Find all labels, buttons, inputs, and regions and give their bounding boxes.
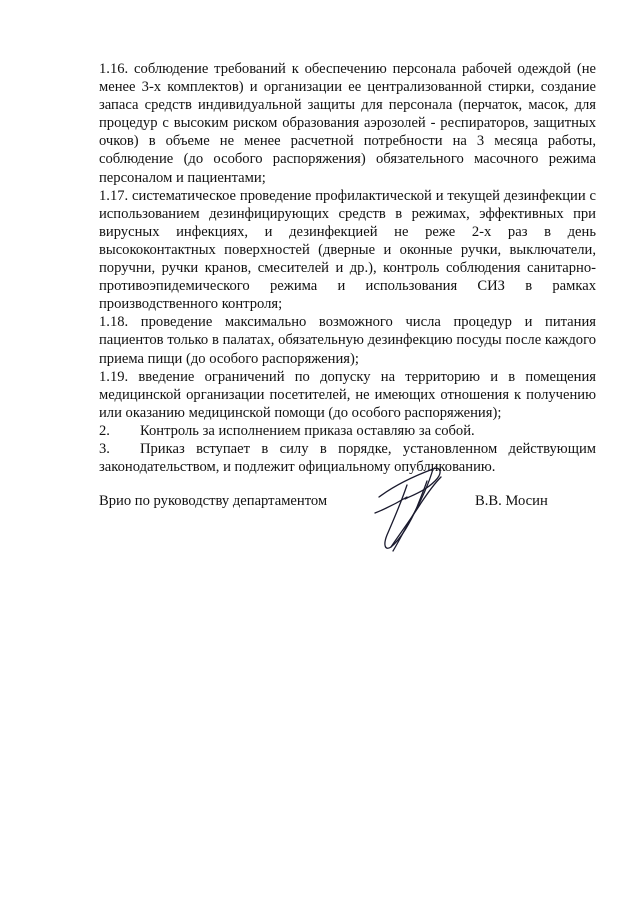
item-1-18 — [99, 313, 596, 367]
item-number: 1.17. — [99, 187, 129, 204]
item-1-16 — [99, 60, 596, 187]
item-text: введение ограничений по допуску на территорию и в помещения медицинской организации посетителей, не имеющих отношения к получению или оказанию медицинской помощи (до особого распоряжения); — [99, 368, 596, 421]
item-text: Приказ вступает в силу в порядке, установленном действующим законодательством, и подлежит официальному опубликованию. — [99, 440, 596, 476]
item-1-17 — [99, 187, 596, 314]
item-1-19 — [99, 368, 596, 422]
item-text: систематическое проведение профилактической и текущей дезинфекции с использованием дезинфицирующих средств в режимах, эффективных при вирусных инфекциях, и дезинфекцией не реже 2-х раз в день высококонтактных поверхностей (дверные и оконные ручки, выключатели, поручни, ручки кранов, смесителей и др.), контроль соблюдения санитарно-противоэпидемического режима и использования СИЗ в рамках производственного контроля; — [99, 187, 596, 313]
item-number: 1.18. — [99, 314, 129, 331]
item-2 — [99, 422, 596, 440]
handwritten-signature — [355, 455, 455, 555]
document-body — [99, 60, 596, 476]
signature-block — [99, 493, 559, 513]
item-text: соблюдение требований к обеспечению персонала рабочей одеждой (не менее 3-х комплектов) и организации ее централизованной стирки, создание запаса средств индивидуальной защиты для персонала (перчаток, масок, для процедур с высоким риском образования аэрозолей - респираторов, защитных очков) в объеме не менее расчетной потребности на 3 месяца работы, соблюдение (до особого распоряжения) обязательного масочного режима персоналом и пациентами; — [99, 61, 596, 186]
item-text: Контроль за исполнением приказа оставляю за собой. — [139, 422, 475, 439]
item-text: проведение максимально возможного числа процедур и питания пациентов только в палатах, обязательную дезинфекцию посуды после каждого приема пищи (до особого распоряжения); — [99, 314, 596, 367]
item-number: 1.19. — [99, 368, 129, 385]
signatory-name: В.В. Мосин — [475, 493, 548, 509]
item-number: 1.16. — [99, 61, 129, 77]
item-3 — [99, 440, 596, 476]
signatory-title: Врио по руководству департаментом — [99, 493, 328, 509]
item-number: 3. — [99, 440, 110, 457]
item-number: 2. — [99, 422, 110, 439]
